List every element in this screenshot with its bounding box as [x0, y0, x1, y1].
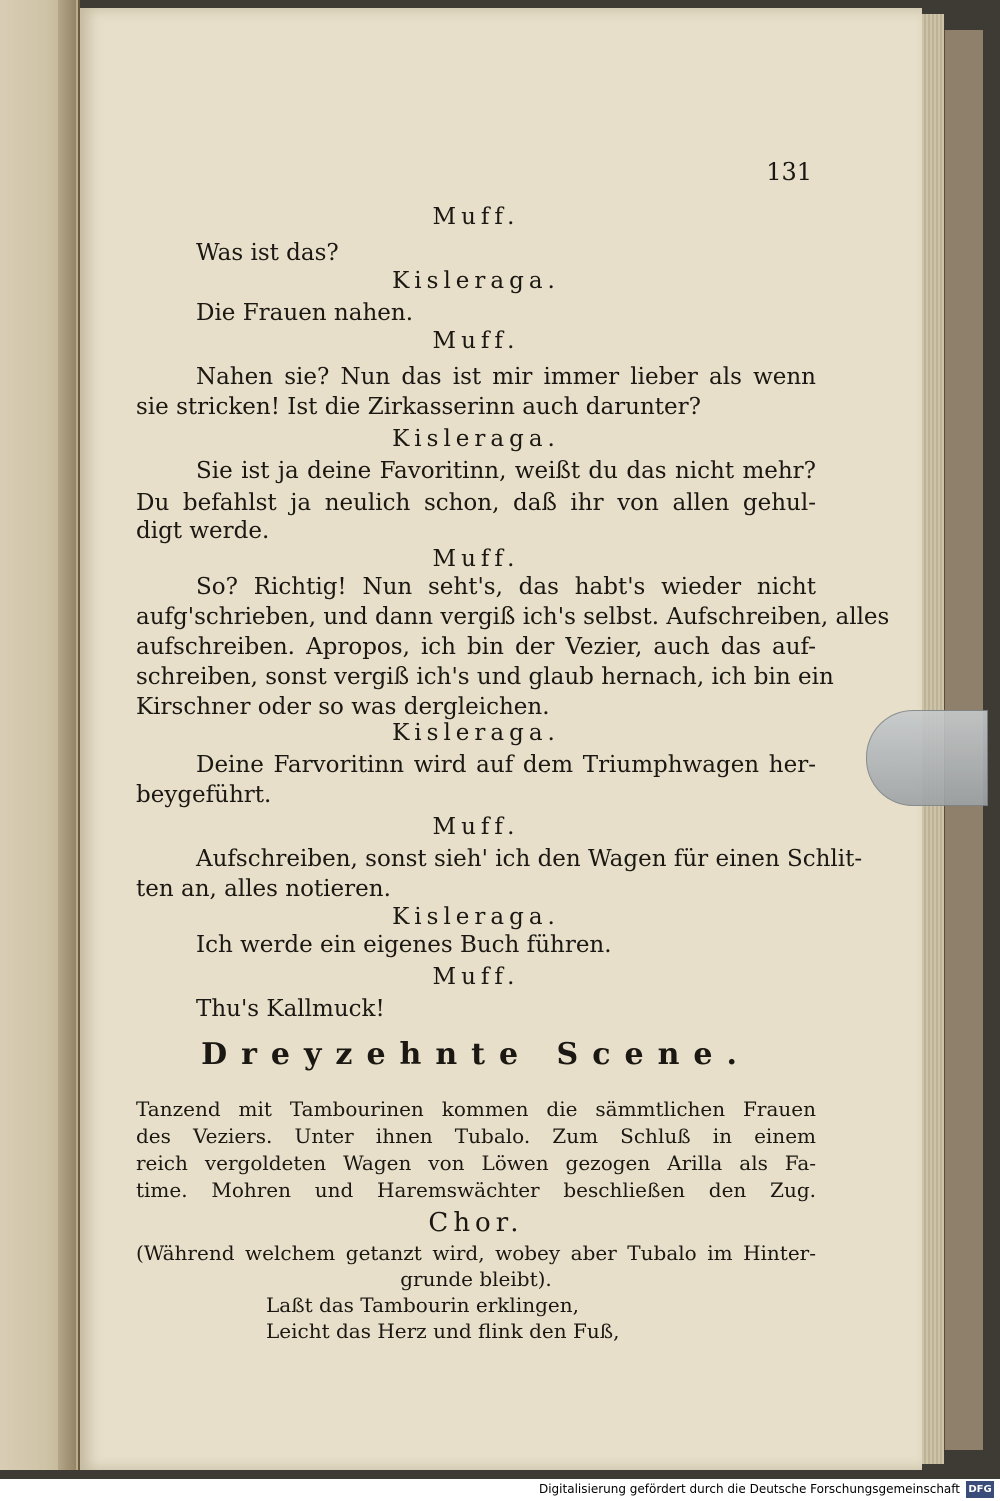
stage-direction-line: des Veziers. Unter ihnen Tubalo. Zum Schluß in einem [136, 1124, 816, 1148]
speaker-name: Kisleraga. [392, 904, 560, 930]
dialogue-line: aufg'schrieben, und dann vergiß ich's selbst. Aufschreiben, alles [136, 604, 890, 630]
scene-heading: Dreyzehnte Scene. [201, 1037, 751, 1072]
dialogue-line: schreiben, sonst vergiß ich's und glaub hernach, ich bin ein [136, 664, 834, 690]
speaker-name: Muff. [432, 814, 520, 840]
dialogue-line: Ich werde ein eigenes Buch führen. [196, 932, 612, 958]
verse-line: Leicht das Herz und flink den Fuß, [266, 1319, 620, 1343]
dialogue-line: Thu's Kallmuck! [196, 996, 385, 1022]
dialogue-line: Kirschner oder so was dergleichen. [136, 694, 550, 720]
dialogue-line: Nahen sie? Nun das ist mir immer lieber als wenn [196, 364, 816, 390]
chorus-direction-line: grunde bleibt). [400, 1267, 552, 1291]
facing-page-edge [58, 0, 76, 1470]
funding-notice: Digitalisierung gefördert durch die Deutsche Forschungsgemeinschaft [538, 1482, 960, 1496]
speaker-name: Kisleraga. [392, 268, 560, 294]
dialogue-line: Deine Farvoritinn wird auf dem Triumphwagen her- [196, 752, 816, 778]
stage-direction-line: time. Mohren und Haremswächter beschließen den Zug. [136, 1178, 816, 1202]
dialogue-line: So? Richtig! Nun seht's, das habt's wieder nicht [196, 574, 816, 600]
bookmark-clip [866, 710, 988, 806]
chorus-direction-line: (Während welchem getanzt wird, wobey aber Tubalo im Hinter- [136, 1241, 816, 1265]
footer-bar [0, 1479, 1000, 1501]
speaker-name: Kisleraga. [392, 720, 560, 746]
speaker-name: Muff. [432, 964, 520, 990]
dfg-logo: DFG [966, 1481, 994, 1498]
speaker-name: Muff. [432, 546, 520, 572]
speaker-name: Muff. [432, 204, 520, 230]
speaker-name: Muff. [432, 328, 520, 354]
verse-line: Laßt das Tambourin erklingen, [266, 1293, 579, 1317]
dialogue-line: Die Frauen nahen. [196, 300, 414, 326]
chorus-speaker: Chor. [428, 1208, 524, 1238]
speaker-name: Kisleraga. [392, 426, 560, 452]
dialogue-line: Aufschreiben, sonst sieh' ich den Wagen für einen Schlit- [196, 846, 863, 872]
dialogue-line: Du befahlst ja neulich schon, daß ihr von allen gehul- [136, 490, 816, 516]
dialogue-line: digt werde. [136, 518, 270, 544]
dialogue-line: ten an, alles notieren. [136, 876, 391, 902]
dialogue-line: Sie ist ja deine Favoritinn, weißt du das nicht mehr? [196, 458, 816, 484]
dialogue-line: beygeführt. [136, 782, 272, 808]
dialogue-line: Was ist das? [196, 240, 339, 266]
stage-direction-line: reich vergoldeten Wagen von Löwen gezogen Arilla als Fa- [136, 1151, 816, 1175]
dialogue-line: aufschreiben. Apropos, ich bin der Vezier, auch das auf- [136, 634, 816, 660]
stage-direction-line: Tanzend mit Tambourinen kommen die sämmtlichen Frauen [136, 1097, 816, 1121]
dialogue-line: sie stricken! Ist die Zirkasserinn auch darunter? [136, 394, 701, 420]
page-number: 131 [766, 158, 812, 186]
